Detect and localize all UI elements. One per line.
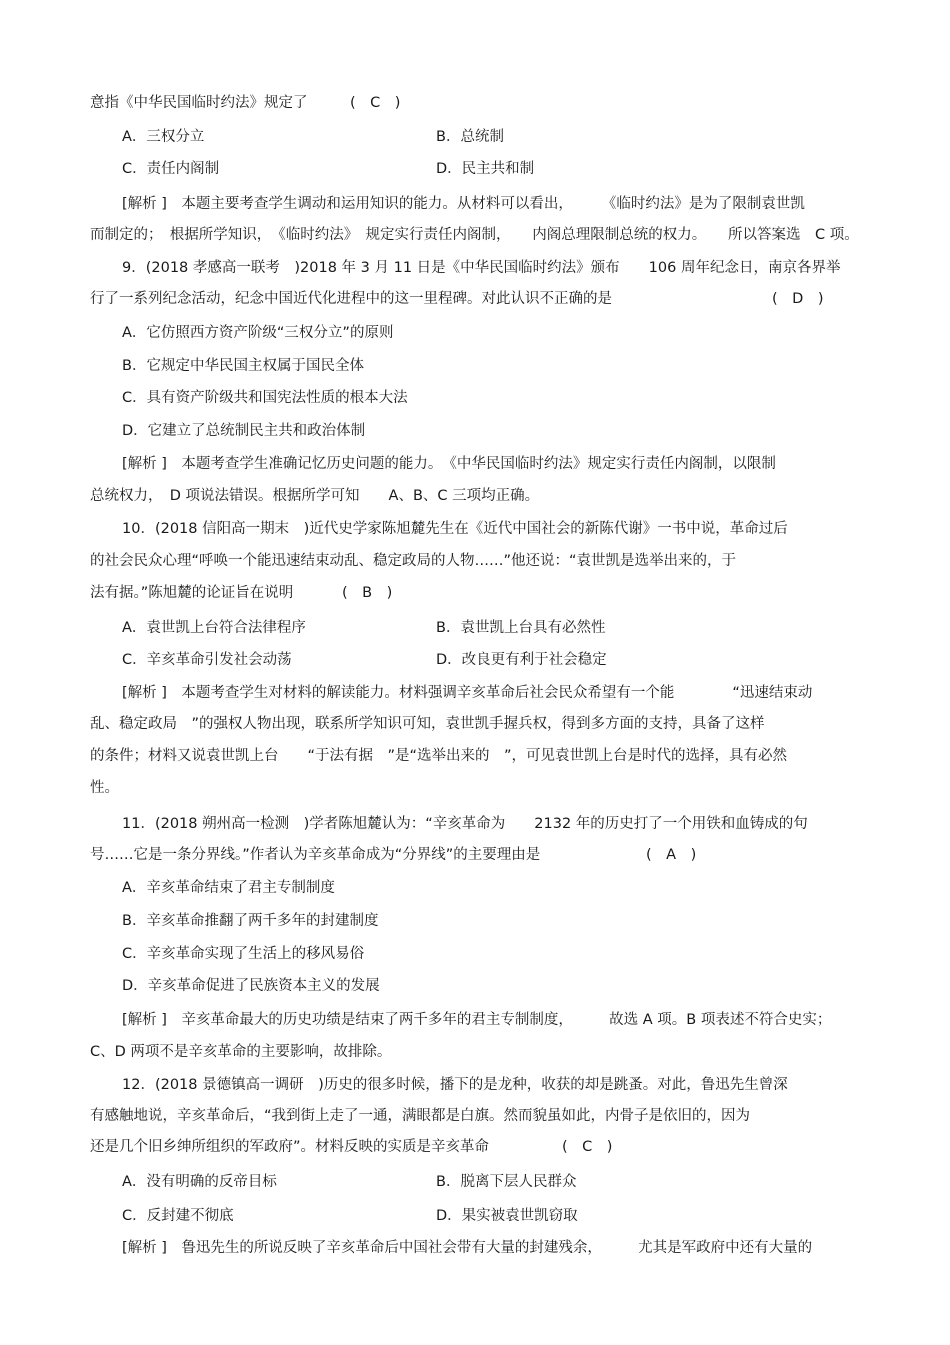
q10-analysis-line2: 乱、稳定政局 ”的强权人物出现，联系所学知识可知，袁世凯手握兵权，得到多方面的支持，具备了这样 [90,716,765,732]
q11-analysis-line1: [解析 ] 辛亥革命最大的历史功绩是结束了两千多年的君主专制制度， 故选 A 项。B 项表述不符合史实； [122,1012,832,1028]
q11-analysis-line2: C、D 两项不是辛亥革命的主要影响，故排除。 [90,1044,392,1060]
q9-option-a: A．它仿照西方资产阶级“三权分立”的原则 [122,325,394,341]
q12-option-b: B．脱离下层人民群众 [436,1174,577,1190]
q10-option-d: D．改良更有利于社会稳定 [436,652,607,668]
q9-stem-line1: 9．(2018 孝感高一联考 )2018 年 3 月 11 日是《中华民国临时约法》颁布 106 周年纪念日，南京各界举 [122,260,841,276]
q9-analysis-line2: 总统权力， D 项说法错误。根据所学可知 A、B、C 三项均正确。 [90,488,540,504]
q12-stem-line2: 有感触地说，辛亥革命后，“我到街上走了一通，满眼都是白旗。然而貌虽如此，内骨子是依旧的，因为 [90,1108,751,1124]
q11-option-b: B．辛亥革命推翻了两千多年的封建制度 [122,913,379,929]
q10-analysis-line4: 性。 [90,780,119,796]
q11-option-a: A．辛亥革命结束了君主专制制度 [122,880,335,896]
q8-option-b: B．总统制 [436,129,504,145]
q11-stem-line2: 号……它是一条分界线。”作者认为辛亥革命成为“分界线”的主要理由是 [90,847,541,863]
q10-analysis-line3: 的条件；材料又说袁世凯上台 “于法有据 ”是“选举出来的 ”，可见袁世凯上台是时代的选择，具有必然 [90,748,788,764]
q11-option-c: C．辛亥革命实现了生活上的移风易俗 [122,946,365,962]
q9-stem-line2: 行了一系列纪念活动，纪念中国近代化进程中的这一里程碑。对此认识不正确的是 [90,291,612,307]
q8-analysis-line1: [解析 ] 本题主要考查学生调动和运用知识的能力。从材料可以看出， 《临时约法》是为了限制袁世凯 [122,196,805,212]
q8-option-a: A．三权分立 [122,129,205,145]
q10-stem-line3: 法有据。”陈旭麓的论证旨在说明 [90,585,294,601]
q12-option-a: A．没有明确的反帝目标 [122,1174,277,1190]
q10-stem-line2: 的社会民众心理“呼唤一个能迅速结束动乱、稳定政局的人物……”他还说：“袁世凯是选举出来的，于 [90,553,737,569]
q8-analysis-line2: 而制定的； 根据所学知识， 《临时约法》 规定实行责任内阁制， 内阁总理限制总统的权力。 所以答案选 C 项。 [90,227,859,243]
q12-answer: ( C ) [562,1139,613,1155]
q10-stem-line1: 10．(2018 信阳高一期末 )近代史学家陈旭麓先生在《近代中国社会的新陈代谢》一书中说，革命过后 [122,521,788,537]
q9-analysis-line1: [解析 ] 本题考查学生准确记忆历史问题的能力。 《中华民国临时约法》规定实行责任内阁制，以限制 [122,456,776,472]
q10-option-c: C．辛亥革命引发社会动荡 [122,652,292,668]
q10-analysis-line1: [解析 ] 本题考查学生对材料的解读能力。材料强调辛亥革命后社会民众希望有一个能 “迅速结束动 [122,685,813,701]
q10-option-a: A．袁世凯上台符合法律程序 [122,620,306,636]
q9-option-d: D．它建立了总统制民主共和政治体制 [122,423,366,439]
q12-analysis-line1: [解析 ] 鲁迅先生的所说反映了辛亥革命后中国社会带有大量的封建残余， 尤其是军政府中还有大量的 [122,1240,813,1256]
q11-option-d: D．辛亥革命促进了民族资本主义的发展 [122,978,380,994]
q12-option-d: D．果实被袁世凯窃取 [436,1208,578,1224]
q11-answer: ( A ) [646,847,697,863]
q8-answer: ( C ) [350,95,401,111]
q9-option-c: C．具有资产阶级共和国宪法性质的根本大法 [122,390,408,406]
q12-stem-line1: 12．(2018 景德镇高一调研 )历史的很多时候，播下的是龙种，收获的却是跳蚤。对此，鲁迅先生曾深 [122,1077,788,1093]
q11-stem-line1: 11．(2018 朔州高一检测 )学者陈旭麓认为：“辛亥革命为 2132 年的历史打了一个用铁和血铸成的句 [122,816,808,832]
q8-stem: 意指《中华民国临时约法》规定了 [90,95,308,111]
q8-option-d: D．民主共和制 [436,161,535,177]
q9-answer: ( D ) [772,291,824,307]
q9-option-b: B．它规定中华民国主权属于国民全体 [122,358,364,374]
q12-option-c: C．反封建不彻底 [122,1208,234,1224]
q10-option-b: B．袁世凯上台具有必然性 [436,620,606,636]
q10-answer: ( B ) [342,585,393,601]
q12-stem-line3: 还是几个旧乡绅所组织的军政府”。材料反映的实质是辛亥革命 [90,1139,490,1155]
q8-option-c: C．责任内阁制 [122,161,220,177]
